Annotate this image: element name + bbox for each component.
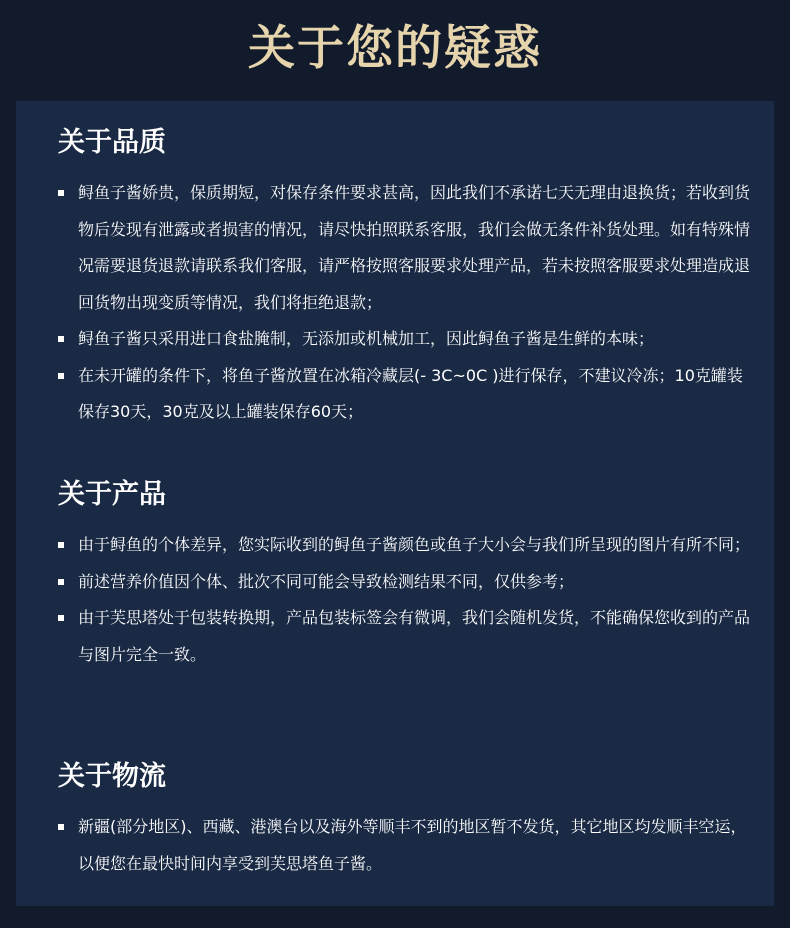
list-item-text: 前述营养价值因个体、批次不同可能会导致检测结果不同，仅供参考； xyxy=(78,571,575,591)
list-item-text: 新疆(部分地区)、西藏、港澳台以及海外等顺丰不到的地区暂不发货，其它地区均发顺丰空运，以便您在最快时间内享受到芙思塔鱼子酱。 xyxy=(78,817,747,873)
page-title: 关于您的疑惑 xyxy=(248,21,542,76)
section-product xyxy=(58,477,758,673)
list-item xyxy=(58,809,758,882)
section-quality xyxy=(58,125,758,431)
section-logistics xyxy=(58,759,758,882)
section-heading-quality: 关于品质 xyxy=(58,127,166,158)
list-item xyxy=(58,564,758,601)
section-heading-logistics: 关于物流 xyxy=(58,761,166,792)
list-item-text: 由于芙思塔处于包装转换期，产品包装标签会有微调，我们会随机发货，不能确保您收到的产品与图片完全一致。 xyxy=(78,608,751,664)
bullet-icon xyxy=(58,615,64,621)
list-item-text: 鲟鱼子酱只采用进口食盐腌制，无添加或机械加工，因此鲟鱼子酱是生鲜的本味； xyxy=(78,329,655,348)
section-heading-product: 关于产品 xyxy=(58,479,166,510)
bullet-icon xyxy=(58,190,64,196)
quality-list xyxy=(58,175,758,431)
list-item xyxy=(58,527,758,564)
list-item xyxy=(58,321,758,358)
logistics-list xyxy=(58,809,758,882)
list-item xyxy=(58,600,758,673)
list-item xyxy=(58,358,758,431)
faq-panel xyxy=(16,101,774,906)
bullet-icon xyxy=(58,373,64,379)
product-list xyxy=(58,527,758,673)
bullet-icon xyxy=(58,824,64,830)
list-item xyxy=(58,175,758,321)
list-item-text: 鲟鱼子酱娇贵，保质期短，对保存条件要求甚高，因此我们不承诺七天无理由退换货；若收到货物后发现有泄露或者损害的情况，请尽快拍照联系客服，我们会做无条件补货处理。如有特殊情况需要退货退款请联系我们客服，请严格按照客服要求处理产品，若未按照客服要求处理造成退回货物出现变质等情况，我们将拒绝退款； xyxy=(78,183,751,312)
list-item-text: 在未开罐的条件下，将鱼子酱放置在冰箱冷藏层(- 3C~0C )进行保存，不建议冷冻；10克罐装保存30天，30克及以上罐装保存60天； xyxy=(78,365,743,421)
list-item-text: 由于鲟鱼的个体差异，您实际收到的鲟鱼子酱颜色或鱼子大小会与我们所呈现的图片有所不同； xyxy=(78,535,751,554)
bullet-icon xyxy=(58,542,64,548)
bullet-icon xyxy=(58,579,64,585)
bullet-icon xyxy=(58,336,64,342)
